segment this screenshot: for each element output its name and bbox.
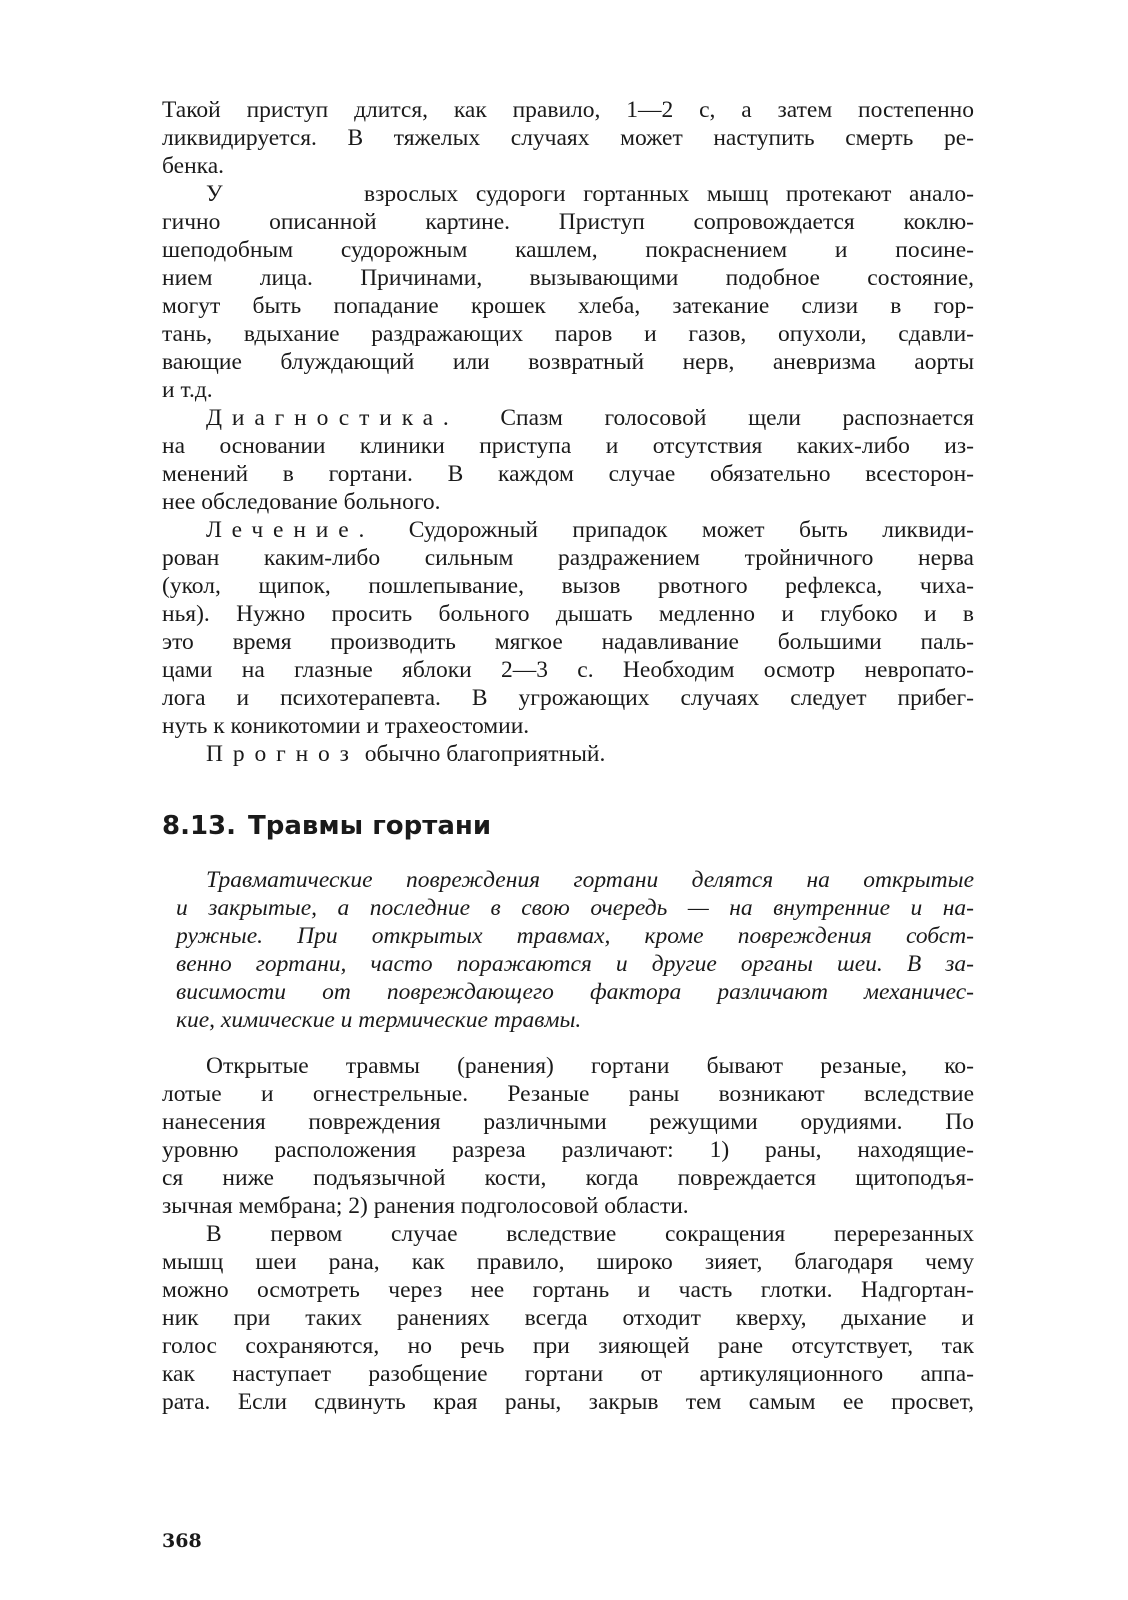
text-line: шеподобным судорожным кашлем, покраснением и посине- [162, 237, 974, 263]
text-line: ник при таких ранениях всегда отходит кверху, дыхание и [162, 1305, 974, 1331]
text-line: гично описанной картине. Приступ сопровождается коклю- [162, 209, 974, 235]
text-line: менений в гортани. В каждом случае обязательно всесторон- [162, 461, 974, 487]
section-title: Травмы гортани [248, 811, 492, 841]
paragraph [162, 180, 974, 404]
text-line: лога и психотерапевта. В угрожающих случаях следует прибег- [162, 685, 974, 711]
text-line: вающие блуждающий или возвратный нерв, аневризма аорты [162, 349, 974, 375]
section-number: 8.13. [162, 811, 237, 841]
text-line: нием лица. Причинами, вызывающими подобное состояние, [162, 265, 974, 291]
run-in-heading-prognosis: Прогноз [206, 741, 359, 767]
text-line: кие, химические и термические травмы. [176, 1007, 582, 1033]
text-line: и т.д. [162, 377, 213, 403]
run-in-heading-treatment: Лечение. [206, 517, 375, 543]
text-line: нанесения повреждения различными режущими орудиями. По [162, 1109, 974, 1135]
text-line: У взрослых судороги гортанных мышц протекают анало- [206, 181, 974, 207]
text-line [162, 740, 974, 768]
text-line: это время производить мягкое надавливание большими паль- [162, 629, 974, 655]
text-run: Судорожный припадок может быть ликвиди- [408, 517, 974, 543]
text-line: на основании клиники приступа и отсутствия каких-либо из- [162, 433, 974, 459]
paragraph [162, 1052, 974, 1220]
paragraph [162, 96, 974, 180]
text-line [162, 404, 974, 432]
text-line: рован каким-либо сильным раздражением тройничного нерва [162, 545, 974, 571]
text-line: и закрытые, а последние в свою очередь — на внутренние и на- [176, 895, 974, 921]
text-line: ся ниже подъязычной кости, когда повреждается щитоподъя- [162, 1165, 974, 1191]
text-line: венно гортани, часто поражаются и другие органы шеи. В за- [176, 951, 974, 977]
text-line: голос сохраняются, но речь при зияющей ране отсутствует, так [162, 1333, 974, 1359]
text-line: висимости от повреждающего фактора различают механичес- [176, 979, 974, 1005]
text-run: Спазм голосовой щели распознается [500, 405, 974, 431]
text-line: Травматические повреждения гортани делятся на открытые [206, 867, 974, 893]
paragraph-prognosis [162, 740, 974, 768]
text-line: тань, вдыхание раздражающих паров и газов, опухоли, сдавли- [162, 321, 974, 347]
text-line: нуть к коникотомии и трахеостомии. [162, 713, 530, 739]
text-line: Такой приступ длится, как правило, 1—2 с, а затем постепенно [162, 97, 974, 123]
text-line: как наступает разобщение гортани от артикуляционного аппа- [162, 1361, 974, 1387]
text-line: (укол, щипок, пошлепывание, вызов рвотного рефлекса, чиха- [162, 573, 974, 599]
text-line [162, 516, 974, 544]
section-heading [162, 810, 974, 842]
text-line: зычная мембрана; 2) ранения подголосовой области. [162, 1193, 689, 1219]
text-line: уровню расположения разреза различают: 1) раны, находящие- [162, 1137, 974, 1163]
text-line: рата. Если сдвинуть края раны, закрыв тем самым ее просвет, [162, 1389, 974, 1415]
text-line: В первом случае вследствие сокращения перерезанных [206, 1221, 974, 1247]
run-in-heading-diagnostics: Диагностика. [206, 405, 459, 431]
text-line: бенка. [162, 153, 225, 179]
text-line: нее обследование больного. [162, 489, 441, 515]
paragraph [162, 1220, 974, 1416]
text-line: Открытые травмы (ранения) гортани бывают резаные, ко- [206, 1053, 974, 1079]
section-abstract [162, 866, 974, 1034]
text-line: лотые и огнестрельные. Резаные раны возникают вследствие [162, 1081, 974, 1107]
page-body [162, 96, 974, 1416]
spacer [162, 1034, 974, 1052]
text-line: можно осмотреть через нее гортань и часть глотки. Надгортан- [162, 1277, 974, 1303]
text-line: ружные. При открытых травмах, кроме повреждения собст- [176, 923, 974, 949]
text-line: ликвидируется. В тяжелых случаях может наступить смерть ре- [162, 125, 974, 151]
paragraph-treatment [162, 516, 974, 740]
text-line: цами на глазные яблоки 2—3 с. Необходим осмотр невропато- [162, 657, 974, 683]
text-line: мышц шеи рана, как правило, широко зияет, благодаря чему [162, 1249, 974, 1275]
paragraph-diagnostics [162, 404, 974, 516]
page-number: 368 [162, 1530, 202, 1552]
text-line: нья). Нужно просить больного дышать медленно и глубоко и в [162, 601, 974, 627]
text-run: обычно благоприятный. [364, 741, 606, 767]
text-line: могут быть попадание крошек хлеба, затекание слизи в гор- [162, 293, 974, 319]
